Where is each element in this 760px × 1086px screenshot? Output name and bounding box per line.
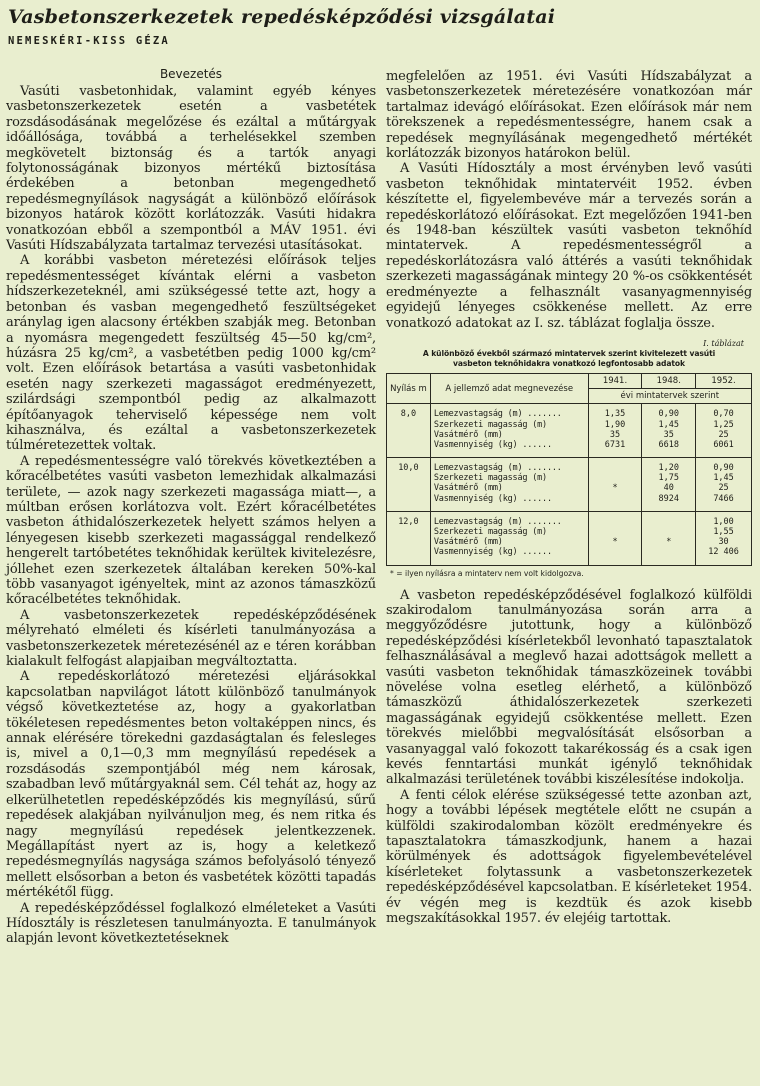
paragraph: megfelelően az 1951. évi Vasúti Hídszabályzat a vasbetonszerkezetek méretezésére vonatkozóan már tartalmaz idevágó előírásokat. Ezen előírások már nem törekszenek a repedésmentességre, hanem csak a repedések megnyílásának megengedhető mértékét korlátozzák bizonyos határokon belül.	[386, 69, 752, 162]
value	[592, 517, 639, 527]
value: 40	[663, 483, 674, 494]
value: 1,20	[658, 463, 679, 474]
value: 0,70	[713, 409, 734, 420]
value: 0,90	[713, 463, 734, 474]
parameter-label: Lemezvastagság (m) .......	[433, 463, 562, 474]
value-cell-1948	[642, 511, 696, 565]
value: 1,25	[713, 419, 734, 430]
parameter-label: Lemezvastagság (m) .......	[433, 516, 562, 527]
value-cell-1948	[642, 404, 696, 458]
value: 1,45	[713, 473, 734, 484]
paragraph: A vasbeton repedésképződésével foglalkozó külföldi szakirodalom tanulmányozása során arra a meggyőződésre jutottunk, hogy a különböző repedésképződési kísérletekből levonható tapasztalatok felhasználásával a meglevő hazai adottságok mellett a vasúti vasbeton teknőhidak támaszközeinek további növelése volna esetleg elérhető, a különböző támaszközű áthidalószerkezetek szerkezeti magasságának egyidejű csökkentése mellett. Ezen törekvés mielőbbi megvalósítását elsősorban a vasanyaggal való fokozott takarékosság és a csak igen kevés fenntartási munkát igénylő teknőhidak alkalmazási területének további kiszélesítése indokolja.	[386, 587, 752, 788]
value: 7466	[713, 493, 734, 504]
value: 1,75	[658, 473, 679, 484]
value: 6731	[604, 439, 626, 450]
table-body	[387, 404, 752, 565]
table-row	[387, 511, 752, 565]
value: 1,00	[713, 516, 734, 527]
header-param: A jellemző adat megnevezése	[430, 373, 588, 403]
parameter-label: Vasmennyiség (kg) ......	[433, 547, 552, 558]
header-subheader: évi mintatervek szerint	[588, 389, 751, 404]
paragraph: A korábbi vasbeton méretezési előírások teljes repedésmentességet kívántak elérni a vasbeton hídszerkezeteknél, ami szükségessé tette azt, hogy a betonban és vasban megengedhető feszültségeket aránylag igen alacsony értékben szabják meg. Betonban a nyomásra megengedett feszültség 45—50 kg/cm², húzásra 25 kg/cm², a vasbetétben pedig 1000 kg/cm² volt. Ezen előírások betartása a vasúti vasbetonhidak esetén nagy szerkezeti magasságot eredményezett, szilárdsági szempontból pedig az alkalmazott építőanyagok teherviselő képessége nem volt kihasználva, és ezáltal a vasbetonszerkezetek túlméretezettek voltak.	[6, 253, 376, 454]
data-table	[386, 373, 752, 566]
span-cell: 8,0	[387, 404, 431, 458]
table-row	[387, 458, 752, 512]
table-caption-line: vasbeton teknőhidakra vonatkozó legfontosabb adatok	[453, 358, 685, 368]
value	[645, 517, 692, 527]
paragraph: A vasbetonszerkezetek repedésképződésének mélyreható elméleti és kísérleti tanulmányozása a vasbetonszerkezetek méretezésénél az e téren korábban kialakult felfogást alapjaiban megváltoztatta.	[6, 607, 376, 670]
parameter-label: Szerkezeti magasság (m)	[433, 419, 547, 430]
paragraph: A repedésképződéssel foglalkozó elméleteket a Vasúti Hídosztály is részletesen tanulmányozta. E tanulmányok alapján levont következtetéseknek	[6, 900, 376, 947]
parameter-cell	[430, 458, 588, 512]
value-cell-1952	[696, 404, 752, 458]
value: 1,45	[658, 419, 679, 430]
table-caption	[386, 349, 752, 369]
value: 8924	[658, 493, 679, 504]
left-column	[6, 60, 376, 947]
value	[592, 473, 639, 483]
parameter-label: Vasátmérő (mm)	[433, 483, 503, 494]
value	[592, 547, 639, 557]
table-block	[386, 339, 752, 578]
header-year-1941: 1941.	[588, 373, 642, 388]
header-year-1948: 1948.	[642, 373, 696, 388]
value: *	[612, 483, 618, 494]
paragraph: A repedéskorlátozó méretezési eljárásokkal kapcsolatban napvilágot látott különböző tanulmányok végső következtetése az, hogy a gyakorlatban tökéletesen repedésmentes beton voltaképpen nincs, és annak elérésére törekedni gazdaságtalan és felesleges is, mivel a 0,1—0,3 mm megnyílású repedések a rozsdásodás szempontjából még nem károsak, szabadban levő műtárgyaknál sem. Cél tehát az, hogy az elkerülhetetlen repedésképződés kis megnyílású, sűrű repedések alakjában nyilvánuljon meg, és nem ritka és nagy megnyílású repedések jelentkezzenek. Megállapítást nyert az is, hogy a keletkező repedésmegnyílás nagysága számos befolyásoló tényező mellett elsősorban a beton és vasbetétek közötti tapadás mértékétől függ.	[6, 669, 376, 901]
paragraph: A repedésmentességre való törekvés következtében a kőracélbetétes vasúti vasbeton lemezhidak alkalmazási területe, — azok nagy szerkezeti magassága miatt—, a múltban erősen korlátozva volt. Ezért kőracélbetétes vasbeton áthidalószerkezetek helyett számos helyen a lényegesen kisebb szerkezeti magassággal rendelkező hengerelt tartóbetétes teknőhidak kerültek kivitelezésre, jóllehet ezen szerkezetek általában kereken 50%-kal több vasanyagot igényeltek, mint az azonos támaszközű kőracélbetétes teknőhidak.	[6, 453, 376, 608]
value: *	[612, 537, 618, 548]
table-footnote: * = ilyen nyílásra a mintaterv nem volt kidolgozva.	[390, 568, 584, 578]
table-number: I. táblázat	[703, 338, 744, 348]
value	[592, 527, 639, 537]
value: 6618	[658, 439, 679, 450]
value-cell-1941	[588, 458, 642, 512]
value: 30	[718, 537, 729, 548]
value: *	[666, 537, 672, 548]
value: 35	[609, 429, 621, 440]
parameter-cell	[430, 511, 588, 565]
value	[592, 463, 639, 473]
paragraph: A fenti célok elérése szükségessé tette azonban azt, hogy a további lépések megtétele előtt ne csupán a külföldi szakirodalomban közölt eredményekre és tapasztalatokra támaszkodjunk, hanem a hazai körülmények és adottságok figyelembevételével kísérleteket folytassunk a vasbetonszerkezetek repedésképződésével kapcsolatban. E kísérleteket 1954. év végén meg is kezdtük és azok kisebb megszakításokkal 1957. év elejéig tartottak.	[386, 787, 752, 927]
span-cell: 12,0	[387, 511, 431, 565]
parameter-label: Vasmennyiség (kg) ......	[433, 439, 552, 450]
value: 1,55	[713, 527, 734, 537]
table-caption-line: A különböző évekből származó mintatervek szerint kivitelezett vasúti	[422, 348, 716, 358]
parameter-label: Vasmennyiség (kg) ......	[433, 493, 552, 504]
value: 0,90	[658, 409, 679, 420]
table-row	[387, 404, 752, 458]
right-column	[386, 69, 752, 927]
value: 6061	[713, 439, 734, 450]
value-cell-1941	[588, 404, 642, 458]
parameter-label: Vasátmérő (mm)	[433, 537, 503, 548]
value: 1,90	[604, 419, 626, 430]
section-heading: Bevezetés	[159, 67, 223, 81]
header-span: Nyílás m	[387, 373, 431, 403]
article-title: Vasbetonszerkezetek repedésképződési vizsgálatai	[8, 6, 556, 28]
parameter-label: Szerkezeti magasság (m)	[433, 473, 547, 484]
value-cell-1952	[696, 458, 752, 512]
value-cell-1952	[696, 511, 752, 565]
parameter-label: Szerkezeti magasság (m)	[433, 527, 547, 537]
parameter-cell	[430, 404, 588, 458]
value: 35	[663, 429, 674, 440]
header-year-1952: 1952.	[696, 373, 752, 388]
value	[592, 494, 639, 504]
value: 25	[718, 483, 729, 494]
value	[645, 527, 692, 537]
paragraph: A Vasúti Hídosztály a most érvényben levő vasúti vasbeton teknőhidak mintatervéit 1952. évben készítette el, figyelembevéve már a tervezés során a repedéskorlátozó előírásokat. Ezt megelőzően 1941-ben és 1948-ban készültek vasúti vasbeton teknőhíd mintatervek. A repedésmentességről a repedéskorlátozásra való áttérés a vasúti teknőhidak szerkezeti magasságának mintegy 20 %-os csökkentését eredményezte a felhasznált vasanyagmennyiség egyidejű lényeges csökkenése mellett. Az erre vonatkozó adatokat az I. sz. táblázat foglalja össze.	[386, 161, 752, 331]
value-cell-1948	[642, 458, 696, 512]
value: 12 406	[708, 547, 739, 558]
parameter-label: Lemezvastagság (m) .......	[433, 409, 562, 420]
value: 1,35	[604, 409, 626, 420]
span-cell: 10,0	[387, 458, 431, 512]
value-cell-1941	[588, 511, 642, 565]
article-author: NEMESKÉRI-KISS GÉZA	[8, 35, 170, 47]
value	[645, 547, 692, 557]
paragraph: Vasúti vasbetonhidak, valamint egyéb kényes vasbetonszerkezetek esetén a vasbetétek rozsdásodásának megelőzése és ezáltal a műtárgyak időállósága, továbbá a terhelésekkel szemben megkövetelt biztonság és a tartók anyagi folytonosságának bizonyos mértékű biztosítása érdekében a betonban megengedhető repedésmegnyílások nagyságát a különböző előírások bizonyos határok között korlátozzák. Vasúti hidakra vonatkozóan ebből a szempontból a MÁV 1951. évi Vasúti Hídszabályzata tartalmaz tervezési utasításokat.	[6, 84, 376, 254]
parameter-label: Vasátmérő (mm)	[433, 429, 503, 440]
value: 25	[718, 429, 729, 440]
